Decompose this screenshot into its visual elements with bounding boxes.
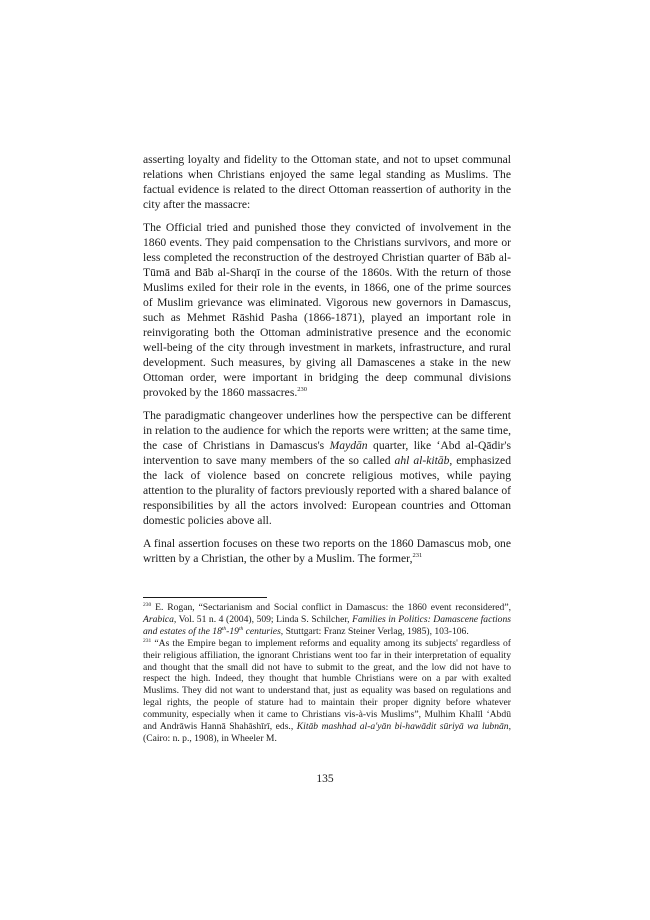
text-span: The paradigmatic changeover underlines how the perspective can be different in relation to the audience for which the reports were written; at the same time, the case of Christians in Damascus's bbox=[143, 409, 511, 452]
block-quote-paragraph bbox=[143, 220, 511, 400]
italic-term-ahl-al-kitab: ahl al-kitāb bbox=[394, 454, 450, 467]
paragraph-4 bbox=[143, 536, 511, 566]
text-span: A final assertion focuses on these two reports on the 1860 Damascus mob, one written by a Christian, the other by a Muslim. The former, bbox=[143, 537, 511, 565]
footnote-separator bbox=[143, 597, 267, 598]
text-span: “As the Empire began to implement reforms and equality among its subjects' regardless of their religious affiliation, the ignorant Christians went too far in their interpretation of equality and thought that the small did not have to submit to the great, and the low did not have to respect the high. Indeed, they thought that humble Christians were on a par with exalted Muslims. They did not want to understand that, just as equality was based on regulations and legal rights, the people of stature had to maintain their proper dignity before whatever community, especially when it came to Christians vis-à-vis Muslims”, Mulhim Khalīl ‘Abdū and Andrāwis Hannā Shahāshīrī, eds., bbox=[143, 637, 511, 733]
italic-term-maydan: Maydān bbox=[329, 439, 368, 452]
footnote-230 bbox=[143, 602, 511, 638]
page-number: 135 bbox=[316, 773, 334, 785]
paragraph-1: asserting loyalty and fidelity to the Ottoman state, and not to upset communal relations when Christians enjoyed the same legal standing as Muslims. The factual evidence is related to the direct Ottoman reassertion of authority in the city after the massacre: bbox=[143, 153, 511, 211]
footnotes bbox=[143, 602, 511, 745]
footnote-number: 230 bbox=[143, 601, 152, 608]
text-span: , emphasized the lack of violence based on concrete religious motives, while paying attention to the plurality of factors previously reported with a shared balance of responsibilities by all the actors involved: European countries and Ottoman domestic policies above all. bbox=[143, 454, 511, 527]
footnote-231 bbox=[143, 638, 511, 745]
text-span: Vol. 51 n. 4 (2004), 509; Linda S. Schilcher, bbox=[176, 613, 353, 625]
main-text bbox=[143, 152, 511, 574]
text-span: , (Cairo: n. p., 1908), in Wheeler M. bbox=[143, 721, 511, 744]
footnote-number: 231 bbox=[143, 637, 152, 644]
footnote-ref-230[interactable]: 230 bbox=[297, 386, 307, 394]
italic-journal: Arabica, bbox=[143, 613, 177, 625]
italic-book-title: Families in Politics: Damascene factions and estates of the 18th-19th centuries, bbox=[143, 613, 511, 637]
text-span: Stuttgart: Franz Steiner Verlag, 1985), 103-106. bbox=[283, 625, 469, 637]
footnote-ref-231[interactable]: 231 bbox=[412, 552, 423, 560]
paragraph-3 bbox=[143, 408, 511, 528]
italic-book-title: Kitāb mashhad al-a'yān bi-hawādit sūriyā wa lubnān bbox=[296, 721, 509, 733]
text-span: quarter, like ‘Abd al-Qādir's intervention to save many members of the so called bbox=[143, 439, 512, 467]
quote-text: The Official tried and punished those they convicted of involvement in the 1860 events. They paid compensation to the Christians survivors, and more or less completed the reconstruction of the destroyed Christian quarter of Bāb al-Tūmā and Bāb al-Sharqī in the course of the 1860s. With the return of those Muslims exiled for their role in the events, in 1866, one of the prime sources of Muslim grievance was eliminated. Vigorous new governors in Damascus, such as Mehmet Rāshid Pasha (1866-1871), played an important role in reinvigorating both the Ottoman administrative presence and the economic well-being of the city through investment in markets, infrastructure, and rural development. Such measures, by giving all Damascenes a stake in the new Ottoman order, were important in bridging the deep communal divisions provoked by the 1860 massacres. bbox=[143, 221, 511, 399]
text-span: E. Rogan, “Sectarianism and Social conflict in Damascus: the 1860 event reconsidered”, bbox=[151, 602, 511, 613]
